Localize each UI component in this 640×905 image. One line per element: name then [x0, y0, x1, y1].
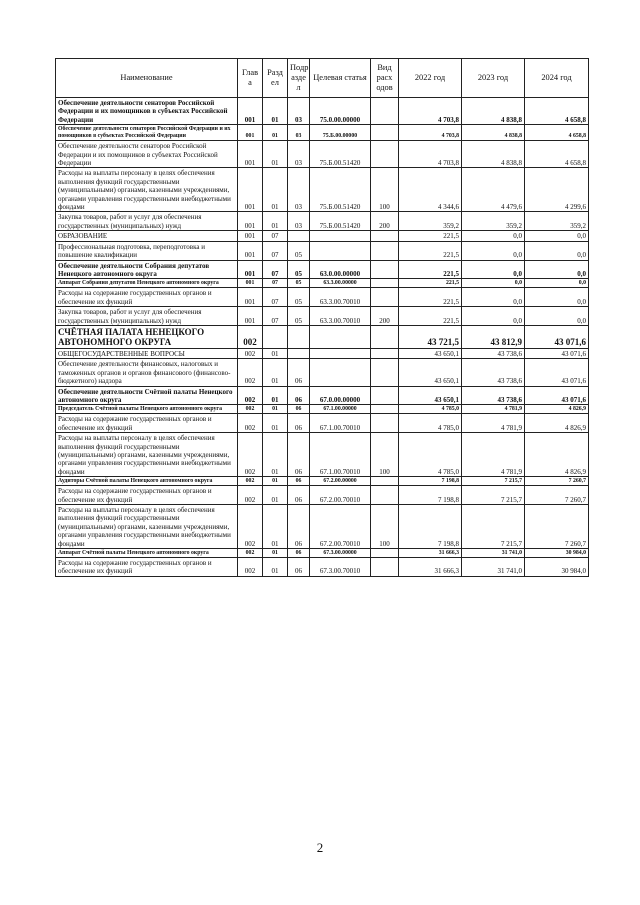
- cell-2024: 43 071,6: [525, 359, 589, 386]
- cell-2022: 43 650,1: [399, 348, 462, 358]
- cell-2022: 221,5: [399, 260, 462, 279]
- cell-vid: [371, 486, 399, 505]
- cell-podrazdel: 06: [288, 405, 310, 414]
- cell-glava: 002: [238, 359, 263, 386]
- cell-vid: [371, 288, 399, 307]
- cell-2022: 221,5: [399, 288, 462, 307]
- cell-razdel: 01: [263, 98, 288, 125]
- cell-statya: 75.Б.00.00000: [310, 125, 371, 141]
- cell-2024: 0,0: [525, 288, 589, 307]
- cell-glava: 001: [238, 98, 263, 125]
- cell-statya: 75.0.00.00000: [310, 98, 371, 125]
- cell-name: Обеспечение деятельности сенаторов Российской Федерации и их помощников в субъектах Российской Федерации: [56, 141, 238, 168]
- cell-razdel: 01: [263, 348, 288, 358]
- cell-2023: 4 781,9: [462, 433, 525, 477]
- cell-statya: 67.3.00.70010: [310, 558, 371, 577]
- cell-vid: 100: [371, 168, 399, 212]
- header-glava: Глав а: [238, 59, 263, 98]
- table-row: [56, 241, 589, 260]
- cell-podrazdel: 06: [288, 477, 310, 486]
- table-row: [56, 433, 589, 477]
- cell-2022: 31 666,3: [399, 558, 462, 577]
- cell-razdel: 07: [263, 279, 288, 288]
- cell-glava: 002: [238, 348, 263, 358]
- cell-name: Обеспечение деятельности Счётной палаты Ненецкого автономного округа: [56, 386, 238, 405]
- header-podrazdel: Подр азде л: [288, 59, 310, 98]
- cell-statya: [310, 325, 371, 348]
- cell-vid: [371, 386, 399, 405]
- cell-2024: 7 260,7: [525, 505, 589, 549]
- cell-name: Аппарат Собрания депутатов Ненецкого автономного округа: [56, 279, 238, 288]
- cell-2023: 31 741,0: [462, 549, 525, 558]
- cell-2022: 221,5: [399, 307, 462, 326]
- cell-statya: 63.3.00.00000: [310, 279, 371, 288]
- cell-razdel: 07: [263, 260, 288, 279]
- cell-vid: [371, 125, 399, 141]
- cell-podrazdel: 03: [288, 168, 310, 212]
- cell-razdel: 01: [263, 477, 288, 486]
- cell-glava: 002: [238, 549, 263, 558]
- cell-2024: 4 658,8: [525, 125, 589, 141]
- cell-glava: 001: [238, 212, 263, 231]
- cell-podrazdel: 03: [288, 141, 310, 168]
- table-row: [56, 141, 589, 168]
- cell-2023: 4 838,8: [462, 98, 525, 125]
- cell-name: Расходы на содержание государственных органов и обеспечение их функций: [56, 558, 238, 577]
- table-row: [56, 307, 589, 326]
- cell-2022: 221,5: [399, 279, 462, 288]
- header-2024: 2024 год: [525, 59, 589, 98]
- table-row: [56, 486, 589, 505]
- cell-podrazdel: 05: [288, 307, 310, 326]
- cell-2024: 4 658,8: [525, 98, 589, 125]
- cell-2023: 43 738,6: [462, 359, 525, 386]
- cell-glava: 001: [238, 260, 263, 279]
- cell-2023: 0,0: [462, 241, 525, 260]
- cell-name: Расходы на выплаты персоналу в целях обеспечения выполнения функций государственными (муниципальными) органами, казенными учреждениями, органами управления государственными внебюджетными фондами: [56, 433, 238, 477]
- cell-glava: 001: [238, 307, 263, 326]
- cell-2022: 359,2: [399, 212, 462, 231]
- cell-vid: 200: [371, 307, 399, 326]
- cell-statya: 67.2.00.70010: [310, 486, 371, 505]
- cell-2024: 7 260,7: [525, 477, 589, 486]
- cell-name: Расходы на содержание государственных органов и обеспечение их функций: [56, 486, 238, 505]
- table-row: [56, 325, 589, 348]
- cell-2022: 4 785,0: [399, 414, 462, 433]
- cell-name: Обеспечение деятельности сенаторов Российской Федерации и их помощников в субъектах Российской Федерации: [56, 125, 238, 141]
- header-2023: 2023 год: [462, 59, 525, 98]
- cell-statya: 75.Б.00.51420: [310, 212, 371, 231]
- cell-vid: [371, 359, 399, 386]
- cell-2022: 4 785,0: [399, 433, 462, 477]
- cell-statya: [310, 348, 371, 358]
- table-row: [56, 386, 589, 405]
- cell-name: СЧЁТНАЯ ПАЛАТА НЕНЕЦКОГО АВТОНОМНОГО ОКРУГА: [56, 325, 238, 348]
- cell-glava: 001: [238, 288, 263, 307]
- cell-2022: 43 721,5: [399, 325, 462, 348]
- cell-razdel: 01: [263, 141, 288, 168]
- cell-name: ОБЩЕГОСУДАРСТВЕННЫЕ ВОПРОСЫ: [56, 348, 238, 358]
- cell-razdel: 01: [263, 505, 288, 549]
- cell-vid: [371, 231, 399, 241]
- cell-2024: 43 071,6: [525, 348, 589, 358]
- cell-vid: [371, 98, 399, 125]
- cell-vid: [371, 348, 399, 358]
- cell-name: Обеспечение деятельности финансовых, налоговых и таможенных органов и органов финансового (финансово-бюджетного) надзора: [56, 359, 238, 386]
- cell-podrazdel: [288, 325, 310, 348]
- table-header-row: [56, 59, 589, 98]
- cell-2024: 4 826,9: [525, 405, 589, 414]
- cell-name: Расходы на выплаты персоналу в целях обеспечения выполнения функций государственными (муниципальными) органами, казенными учреждениями, органами управления государственными внебюджетными фондами: [56, 168, 238, 212]
- cell-statya: 63.3.00.70010: [310, 288, 371, 307]
- header-vid: Вид расх одов: [371, 59, 399, 98]
- cell-2023: 43 812,9: [462, 325, 525, 348]
- cell-glava: 002: [238, 477, 263, 486]
- header-razdel: Разд ел: [263, 59, 288, 98]
- cell-2023: 7 215,7: [462, 477, 525, 486]
- cell-2022: 4 703,8: [399, 141, 462, 168]
- cell-2024: 7 260,7: [525, 486, 589, 505]
- cell-glava: 002: [238, 486, 263, 505]
- cell-statya: 63.0.00.00000: [310, 260, 371, 279]
- cell-2024: 4 826,9: [525, 433, 589, 477]
- cell-razdel: 07: [263, 288, 288, 307]
- cell-statya: 67.1.00.00000: [310, 405, 371, 414]
- cell-statya: 75.Б.00.51420: [310, 168, 371, 212]
- cell-vid: 100: [371, 505, 399, 549]
- cell-podrazdel: 03: [288, 212, 310, 231]
- cell-statya: [310, 359, 371, 386]
- cell-statya: 75.Б.00.51420: [310, 141, 371, 168]
- cell-glava: 001: [238, 125, 263, 141]
- table-row: [56, 279, 589, 288]
- cell-2023: 359,2: [462, 212, 525, 231]
- cell-2022: 7 198,8: [399, 486, 462, 505]
- cell-statya: 67.3.00.00000: [310, 549, 371, 558]
- cell-podrazdel: 05: [288, 260, 310, 279]
- cell-2024: 43 071,6: [525, 386, 589, 405]
- cell-name: Расходы на содержание государственных органов и обеспечение их функций: [56, 414, 238, 433]
- cell-2023: 4 838,8: [462, 125, 525, 141]
- cell-podrazdel: 03: [288, 98, 310, 125]
- cell-podrazdel: 06: [288, 414, 310, 433]
- cell-2023: 0,0: [462, 279, 525, 288]
- cell-statya: 67.2.00.00000: [310, 477, 371, 486]
- header-2022: 2022 год: [399, 59, 462, 98]
- cell-2023: 4 479,6: [462, 168, 525, 212]
- cell-2022: 221,5: [399, 231, 462, 241]
- cell-name: Закупка товаров, работ и услуг для обеспечения государственных (муниципальных) нужд: [56, 212, 238, 231]
- cell-2024: 43 071,6: [525, 325, 589, 348]
- cell-2023: 0,0: [462, 307, 525, 326]
- cell-podrazdel: 06: [288, 486, 310, 505]
- table-body: [56, 98, 589, 577]
- cell-glava: 002: [238, 505, 263, 549]
- cell-name: Аудиторы Счётной палаты Ненецкого автономного округа: [56, 477, 238, 486]
- cell-2022: 4 703,8: [399, 125, 462, 141]
- cell-razdel: 01: [263, 125, 288, 141]
- cell-podrazdel: 03: [288, 125, 310, 141]
- table-row: [56, 260, 589, 279]
- cell-razdel: 01: [263, 386, 288, 405]
- cell-2024: 359,2: [525, 212, 589, 231]
- cell-2023: 4 781,9: [462, 414, 525, 433]
- cell-2023: 31 741,0: [462, 558, 525, 577]
- cell-2022: 4 703,8: [399, 98, 462, 125]
- table-row: [56, 359, 589, 386]
- cell-podrazdel: 06: [288, 386, 310, 405]
- cell-podrazdel: [288, 348, 310, 358]
- cell-vid: [371, 325, 399, 348]
- cell-razdel: 01: [263, 359, 288, 386]
- cell-name: Расходы на содержание государственных органов и обеспечение их функций: [56, 288, 238, 307]
- table-row: [56, 168, 589, 212]
- cell-2022: 31 666,3: [399, 549, 462, 558]
- cell-vid: [371, 549, 399, 558]
- cell-2024: 0,0: [525, 260, 589, 279]
- cell-2022: 43 650,1: [399, 359, 462, 386]
- cell-glava: 002: [238, 386, 263, 405]
- cell-razdel: 01: [263, 549, 288, 558]
- cell-podrazdel: 06: [288, 505, 310, 549]
- cell-razdel: 01: [263, 486, 288, 505]
- cell-vid: 100: [371, 433, 399, 477]
- cell-razdel: 01: [263, 212, 288, 231]
- cell-2023: 43 738,6: [462, 348, 525, 358]
- budget-table: [55, 58, 589, 577]
- cell-2023: 7 215,7: [462, 486, 525, 505]
- cell-2024: 30 984,0: [525, 558, 589, 577]
- cell-statya: [310, 231, 371, 241]
- cell-2024: 0,0: [525, 279, 589, 288]
- cell-2022: 7 198,8: [399, 477, 462, 486]
- cell-razdel: 01: [263, 558, 288, 577]
- cell-2024: 0,0: [525, 231, 589, 241]
- cell-razdel: 07: [263, 231, 288, 241]
- cell-vid: 200: [371, 212, 399, 231]
- cell-statya: 63.3.00.70010: [310, 307, 371, 326]
- cell-razdel: [263, 325, 288, 348]
- cell-razdel: 07: [263, 307, 288, 326]
- cell-2023: 4 781,9: [462, 405, 525, 414]
- cell-name: Обеспечение деятельности Собрания депутатов Ненецкого автономного округа: [56, 260, 238, 279]
- page-number: 2: [316, 840, 324, 855]
- cell-podrazdel: 06: [288, 359, 310, 386]
- cell-2024: 4 826,9: [525, 414, 589, 433]
- cell-2022: 221,5: [399, 241, 462, 260]
- header-statya: Целевая статья: [310, 59, 371, 98]
- cell-2023: 43 738,6: [462, 386, 525, 405]
- cell-2022: 4 344,6: [399, 168, 462, 212]
- cell-name: Обеспечение деятельности сенаторов Российской Федерации и их помощников в субъектах Российской Федерации: [56, 98, 238, 125]
- cell-vid: [371, 414, 399, 433]
- cell-name: Председатель Счётной палаты Ненецкого автономного округа: [56, 405, 238, 414]
- table-row: [56, 477, 589, 486]
- cell-name: Расходы на выплаты персоналу в целях обеспечения выполнения функций государственными (муниципальными) органами, казенными учреждениями, органами управления государственными внебюджетными фондами: [56, 505, 238, 549]
- cell-podrazdel: 06: [288, 433, 310, 477]
- cell-2022: 4 785,0: [399, 405, 462, 414]
- cell-vid: [371, 279, 399, 288]
- cell-glava: 002: [238, 433, 263, 477]
- cell-glava: 001: [238, 231, 263, 241]
- cell-2023: 0,0: [462, 231, 525, 241]
- cell-razdel: 01: [263, 414, 288, 433]
- cell-razdel: 01: [263, 405, 288, 414]
- cell-statya: 67.2.00.70010: [310, 505, 371, 549]
- cell-2024: 4 658,8: [525, 141, 589, 168]
- cell-vid: [371, 405, 399, 414]
- cell-2024: 4 299,6: [525, 168, 589, 212]
- cell-2024: 30 984,0: [525, 549, 589, 558]
- cell-podrazdel: [288, 231, 310, 241]
- cell-vid: [371, 260, 399, 279]
- table-row: [56, 212, 589, 231]
- cell-glava: 002: [238, 405, 263, 414]
- cell-glava: 002: [238, 558, 263, 577]
- cell-statya: [310, 241, 371, 260]
- table-row: [56, 405, 589, 414]
- table-row: [56, 231, 589, 241]
- cell-podrazdel: 06: [288, 549, 310, 558]
- table-row: [56, 558, 589, 577]
- cell-podrazdel: 05: [288, 288, 310, 307]
- cell-vid: [371, 141, 399, 168]
- cell-2024: 0,0: [525, 241, 589, 260]
- cell-statya: 67.0.00.00000: [310, 386, 371, 405]
- cell-glava: 001: [238, 141, 263, 168]
- cell-2024: 0,0: [525, 307, 589, 326]
- cell-2022: 7 198,8: [399, 505, 462, 549]
- cell-statya: 67.1.00.70010: [310, 433, 371, 477]
- table-row: [56, 414, 589, 433]
- cell-glava: 002: [238, 414, 263, 433]
- cell-razdel: 07: [263, 241, 288, 260]
- table-row: [56, 505, 589, 549]
- cell-razdel: 01: [263, 433, 288, 477]
- cell-name: Аппарат Счётной палаты Ненецкого автономного округа: [56, 549, 238, 558]
- cell-glava: 001: [238, 279, 263, 288]
- table-row: [56, 348, 589, 358]
- cell-name: Профессиональная подготовка, переподготовка и повышение квалификации: [56, 241, 238, 260]
- table-row: [56, 125, 589, 141]
- cell-2023: 4 838,8: [462, 141, 525, 168]
- cell-2023: 0,0: [462, 260, 525, 279]
- table-row: [56, 549, 589, 558]
- cell-glava: 001: [238, 168, 263, 212]
- table-row: [56, 98, 589, 125]
- cell-vid: [371, 558, 399, 577]
- cell-razdel: 01: [263, 168, 288, 212]
- header-name: Наименование: [56, 59, 238, 98]
- cell-name: ОБРАЗОВАНИЕ: [56, 231, 238, 241]
- cell-2023: 7 215,7: [462, 505, 525, 549]
- cell-name: Закупка товаров, работ и услуг для обеспечения государственных (муниципальных) нужд: [56, 307, 238, 326]
- cell-glava: 001: [238, 241, 263, 260]
- cell-2023: 0,0: [462, 288, 525, 307]
- cell-vid: [371, 241, 399, 260]
- cell-2022: 43 650,1: [399, 386, 462, 405]
- cell-vid: [371, 477, 399, 486]
- cell-podrazdel: 06: [288, 558, 310, 577]
- cell-statya: 67.1.00.70010: [310, 414, 371, 433]
- cell-glava: 002: [238, 325, 263, 348]
- cell-podrazdel: 05: [288, 279, 310, 288]
- cell-podrazdel: 05: [288, 241, 310, 260]
- table-row: [56, 288, 589, 307]
